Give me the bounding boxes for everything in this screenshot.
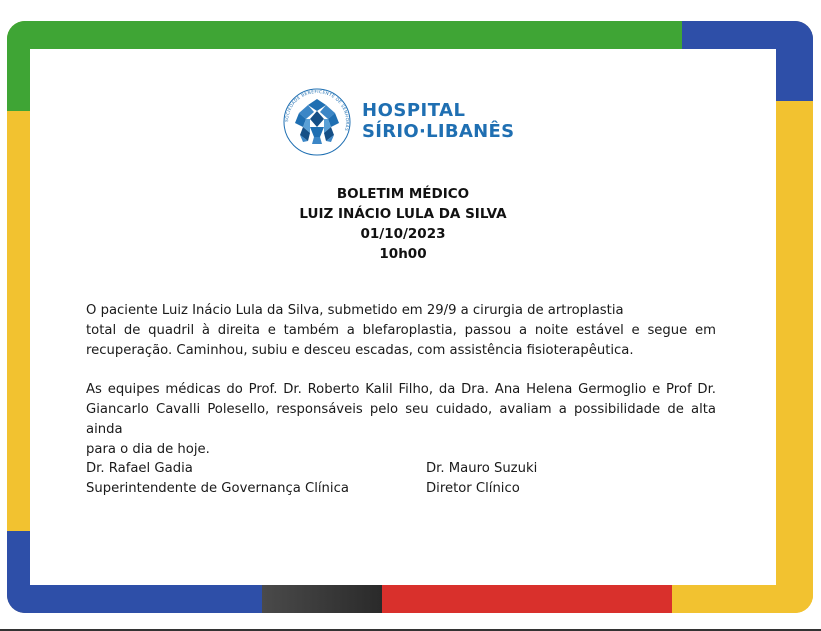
- hospital-logo: [282, 87, 514, 157]
- signature-right-name: Dr. Mauro Suzuki: [426, 461, 538, 476]
- frame-bottom-red: [382, 585, 672, 613]
- hospital-name-line1: HOSPITAL: [362, 100, 466, 122]
- paragraph-2-line-3: para o dia de hoje.: [86, 442, 210, 457]
- bulletin-header: [30, 184, 776, 264]
- frame-left-green: [7, 21, 30, 111]
- signature-left-name: Dr. Rafael Gadia: [86, 461, 193, 476]
- hospital-seal-icon: [282, 87, 352, 157]
- frame-top-green: [7, 21, 682, 49]
- signature-right-role: Diretor Clínico: [426, 481, 520, 496]
- seal-text: SOCIEDADE BENEFICENTE DE SENHORAS: [283, 88, 351, 132]
- patient-name: LUIZ INÁCIO LULA DA SILVA: [299, 206, 507, 222]
- frame-bottom-yellow: [672, 585, 813, 613]
- frame-bottom-dark: [262, 585, 382, 613]
- bulletin-date: 01/10/2023: [360, 226, 446, 242]
- signature-left-role: Superintendente de Governança Clínica: [86, 481, 349, 496]
- bulletin-time: 10h00: [379, 246, 427, 262]
- signature-right: [426, 459, 537, 499]
- bulletin-title: BOLETIM MÉDICO: [336, 186, 470, 202]
- paragraph-1-line-1: O paciente Luiz Inácio Lula da Silva, submetido em 29/9 a cirurgia de artroplastia: [86, 303, 624, 318]
- paragraph-1: [86, 301, 716, 361]
- frame-right-blue: [776, 21, 813, 101]
- hospital-name: [362, 101, 514, 142]
- paragraph-1-line-2: total de quadril à direita e também a blefaroplastia, passou a noite estável e segue em: [86, 323, 716, 338]
- paragraph-2-line-2: Giancarlo Cavalli Polesello, responsáveis pelo seu cuidado, avaliam a possibilidade de alta ainda: [86, 402, 716, 437]
- frame-left-yellow: [7, 111, 30, 531]
- frame-bottom-blue: [7, 585, 262, 613]
- hospital-name-line2: SÍRIO·LIBANÊS: [362, 121, 515, 142]
- frame-right-yellow: [776, 101, 813, 613]
- paragraph-2: [86, 380, 716, 460]
- paragraph-1-line-3: recuperação. Caminhou, subiu e desceu escadas, com assistência fisioterapêutica.: [86, 343, 634, 358]
- signature-left: [86, 459, 349, 499]
- paragraph-2-line-1: As equipes médicas do Prof. Dr. Roberto Kalil Filho, da Dra. Ana Helena Germoglio e Prof Dr.: [86, 382, 716, 397]
